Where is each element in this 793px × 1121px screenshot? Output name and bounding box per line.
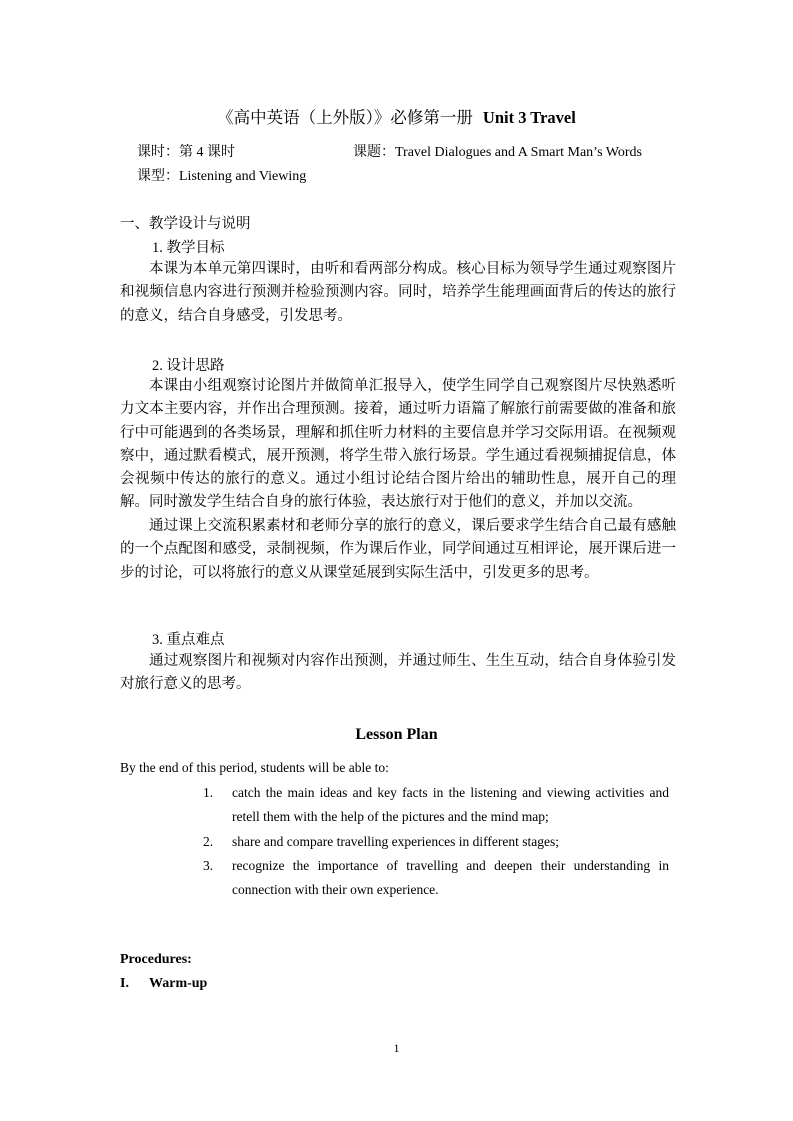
focus-paragraph: 通过观察图片和视频对内容作出预测，并通过师生、生生互动，结合自身体验引发对旅行意义的思考。 (120, 653, 676, 693)
objective-item (203, 854, 669, 903)
objective-number: 1. (203, 785, 214, 800)
lesson-plan-title: Lesson Plan (355, 726, 438, 743)
objective-text: share and compare travelling experiences in different stages; (232, 833, 559, 849)
section-heading-design: 一、教学设计与说明 (120, 216, 251, 232)
objective-number: 2. (203, 833, 214, 849)
design-paragraph-2: 通过课上交流积累素材和老师分享的旅行的意义，课后要求学生结合自己最有感触的一个点配图和感受，录制视频，作为课后作业，同学间通过互相评论，展开课后进一步的讨论，可以将旅行的意义从课堂延展到实际生活中，引发更多的思考。 (120, 518, 676, 581)
title-unit: Unit 3 Travel (482, 108, 576, 127)
goals-heading: 1. 教学目标 (152, 240, 225, 256)
objectives-list (203, 781, 669, 902)
lesson-type: 课型：Listening and Viewing (137, 169, 307, 184)
goals-paragraph: 本课为本单元第四课时，由听和看两部分构成。核心目标为领导学生通过观察图片和视频信息内容进行预测并检验预测内容。同时，培养学生能理画面背后的传达的旅行的意义，结合自身感受，引发思考。 (120, 261, 676, 324)
design-paragraph-1: 本课由小组观察讨论图片并做简单汇报导入，使学生同学自己观察图片尽快熟悉听力文本主要内容，并作出合理预测。接着，通过听力语篇了解旅行前需要做的准备和旅行中可能遇到的各类场景，理解和抓住听力材料的主要信息并学习交际用语。在视频观察中，通过默看模式，展开预测，将学生带入旅行场景。学生通过看视频捕捉信息，体会视频中传达的旅行的意义。通过小组讨论结合图片给出的辅助性息，展开自己的理解。同时激发学生结合自身的旅行体验，表达旅行对于他们的意义，并加以交流。 (120, 378, 676, 511)
page-number: 1 (393, 1041, 400, 1055)
design-heading: 2. 设计思路 (152, 358, 225, 374)
lesson-topic: 课题：Travel Dialogues and A Smart Man’s Words (353, 145, 642, 160)
objective-item (203, 830, 669, 854)
procedure-step-label: Warm-up (149, 976, 208, 991)
lesson-period: 课时：第 4 课时 (137, 145, 235, 160)
objective-text: catch the main ideas and key facts in the listening and viewing activities and retell them with the help of the pictures and the mind map; (232, 785, 669, 825)
objectives-intro: By the end of this period, students will be able to: (120, 760, 389, 775)
objective-number: 3. (203, 857, 214, 873)
procedure-step-number: I. (120, 976, 129, 991)
objective-text: recognize the importance of travelling and deepen their understanding in connection with their own experience. (232, 857, 669, 898)
procedures-heading: Procedures: (120, 952, 192, 967)
focus-heading: 3. 重点难点 (152, 632, 225, 648)
objective-item (203, 781, 669, 830)
title-prefix: 《高中英语（上外版）》必修第一册 (217, 108, 473, 127)
document-title (0, 104, 793, 128)
